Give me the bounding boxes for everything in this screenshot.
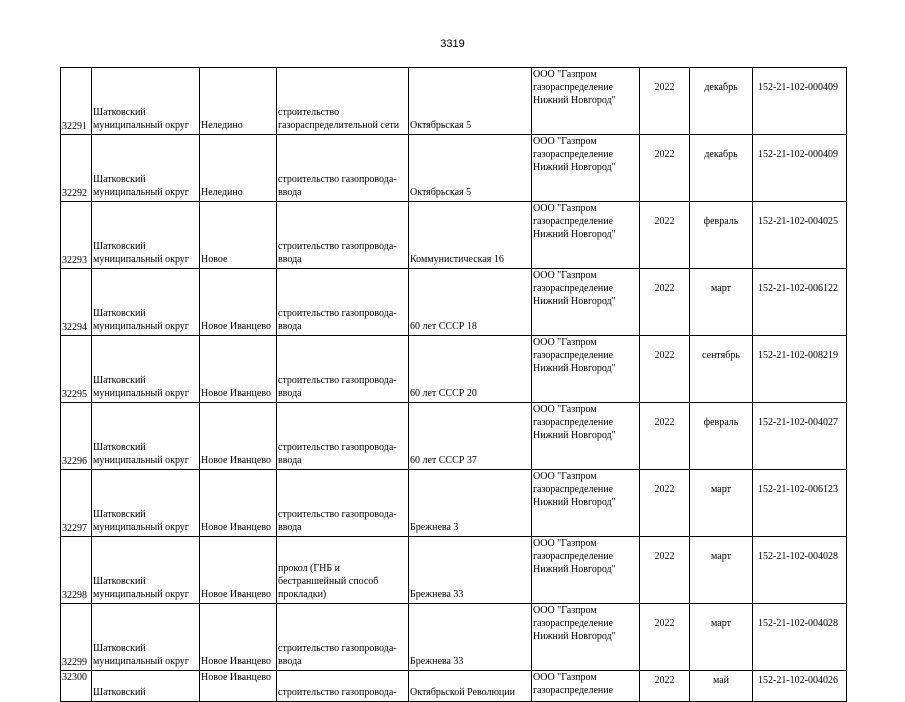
row-number-cell: [61, 336, 92, 403]
address-cell-text: Октябрьская 5: [410, 187, 472, 198]
row-number-cell-text: 32300: [62, 672, 87, 683]
row-number-cell: [61, 470, 92, 537]
registry-rows: [61, 68, 847, 702]
settlement-cell-text: Новое Иванцево: [201, 321, 271, 332]
settlement-cell: [200, 135, 277, 202]
district-line: Шатковский: [93, 107, 146, 118]
settlement-cell: [200, 202, 277, 269]
work-line: ввода: [278, 455, 302, 466]
month-cell: [690, 135, 753, 202]
work-line: строительство газопровода-: [278, 308, 397, 319]
work-type-cell: [277, 202, 409, 269]
settlement-cell-text: Неледино: [201, 187, 243, 198]
district-line: Шатковский: [93, 509, 146, 520]
code-cell: [753, 537, 847, 604]
code-cell-text: 152-21-102-000409: [758, 149, 838, 160]
year-cell: [640, 604, 690, 671]
code-cell-text: 152-21-102-004028: [758, 618, 838, 629]
row-number-cell: [61, 269, 92, 336]
organization-line: Нижний Новгород": [533, 229, 616, 240]
code-cell: [753, 604, 847, 671]
address-cell: [409, 537, 532, 604]
code-cell-text: 152-21-102-004027: [758, 417, 838, 428]
address-cell: [409, 202, 532, 269]
district-line: Шатковский: [93, 308, 146, 319]
work-type-cell: [277, 68, 409, 135]
settlement-cell-text: Новое Иванцево: [201, 388, 271, 399]
organization-line: Нижний Новгород": [533, 95, 616, 106]
month-cell-text: март: [711, 618, 731, 629]
address-cell: [409, 135, 532, 202]
work-line: ввода: [278, 388, 302, 399]
year-cell-text: 2022: [654, 417, 675, 428]
district-cell: [92, 202, 200, 269]
district-cell: [92, 403, 200, 470]
address-cell-text: Октябрьская 5: [410, 120, 472, 131]
work-line: ввода: [278, 321, 302, 332]
month-cell-text: март: [711, 484, 731, 495]
month-cell: [690, 68, 753, 135]
month-cell-text: февраль: [703, 216, 739, 227]
row-number-cell: [61, 135, 92, 202]
work-line: строительство газопровода-: [278, 241, 397, 252]
work-line: прокладки): [278, 589, 327, 600]
address-cell: [409, 68, 532, 135]
row-number-cell-text: 32296: [62, 456, 87, 467]
organization-line: газораспределение: [533, 551, 614, 562]
organization-line: Нижний Новгород": [533, 363, 616, 374]
code-cell: [753, 135, 847, 202]
work-line: строительство газопровода-: [278, 643, 397, 654]
district-line: муниципальный округ: [93, 388, 189, 399]
row-number-cell: [61, 604, 92, 671]
year-cell: [640, 403, 690, 470]
work-line: строительство газопровода-: [278, 442, 397, 453]
page-number: 3319: [440, 38, 465, 50]
address-cell: [409, 336, 532, 403]
organization-line: Нижний Новгород": [533, 497, 616, 508]
organization-line: газораспределение: [533, 216, 614, 227]
table-row: [61, 269, 847, 336]
settlement-cell-text: Неледино: [201, 120, 243, 131]
organization-cell: [532, 403, 640, 470]
row-number-cell: [61, 68, 92, 135]
settlement-cell-text: Новое Иванцево: [201, 455, 271, 466]
settlement-cell-text: Новое: [201, 254, 228, 265]
settlement-cell-text: Новое Иванцево: [201, 589, 271, 600]
year-cell: [640, 537, 690, 604]
year-cell-text: 2022: [654, 551, 675, 562]
code-cell-text: 152-21-102-004025: [758, 216, 838, 227]
month-cell-text: декабрь: [704, 149, 738, 160]
month-cell: [690, 336, 753, 403]
year-cell-text: 2022: [654, 675, 675, 686]
district-cell: [92, 269, 200, 336]
address-cell-text: Брежнева 33: [410, 656, 464, 667]
month-cell: [690, 671, 753, 702]
year-cell: [640, 135, 690, 202]
month-cell: [690, 403, 753, 470]
table-row: [61, 403, 847, 470]
district-cell: [92, 604, 200, 671]
organization-cell: [532, 470, 640, 537]
organization-line: Нижний Новгород": [533, 631, 616, 642]
organization-line: ООО "Газпром: [533, 337, 597, 348]
row-number-cell: [61, 537, 92, 604]
address-cell-text: 60 лет СССР 20: [410, 388, 477, 399]
district-line: Шатковский: [93, 174, 146, 185]
year-cell: [640, 202, 690, 269]
work-type-cell: [277, 269, 409, 336]
month-cell: [690, 202, 753, 269]
organization-line: ООО "Газпром: [533, 471, 597, 482]
organization-line: Нижний Новгород": [533, 564, 616, 575]
year-cell-text: 2022: [654, 82, 675, 93]
work-line: прокол (ГНБ и: [278, 563, 340, 574]
month-cell: [690, 604, 753, 671]
organization-line: ООО "Газпром: [533, 136, 597, 147]
work-type-cell: [277, 537, 409, 604]
address-cell-text: Октябрьской Революции: [410, 687, 515, 698]
code-cell: [753, 671, 847, 702]
row-number-cell: [61, 202, 92, 269]
code-cell: [753, 403, 847, 470]
month-cell-text: март: [711, 551, 731, 562]
work-line: строительство газопровода-: [278, 174, 397, 185]
organization-line: ООО "Газпром: [533, 404, 597, 415]
settlement-cell: [200, 604, 277, 671]
table-row: [61, 604, 847, 671]
organization-line: ООО "Газпром: [533, 672, 597, 683]
table-row: [61, 470, 847, 537]
organization-line: Нижний Новгород": [533, 430, 616, 441]
year-cell-text: 2022: [654, 283, 675, 294]
year-cell: [640, 68, 690, 135]
row-number-cell-text: 32293: [62, 255, 87, 266]
organization-cell: [532, 336, 640, 403]
work-type-cell: [277, 470, 409, 537]
month-cell-text: март: [711, 283, 731, 294]
code-cell-text: 152-21-102-006123: [758, 484, 838, 495]
address-cell: [409, 604, 532, 671]
work-line: строительство газопровода-: [278, 509, 397, 520]
address-cell-text: Коммунистическая 16: [410, 254, 504, 265]
organization-line: газораспределение: [533, 484, 614, 495]
row-number-cell-text: 32299: [62, 657, 87, 668]
settlement-cell-text: Новое Иванцево: [201, 672, 271, 683]
address-cell-text: 60 лет СССР 18: [410, 321, 477, 332]
year-cell: [640, 269, 690, 336]
code-cell: [753, 336, 847, 403]
district-cell: [92, 135, 200, 202]
organization-cell: [532, 671, 640, 702]
work-line: ввода: [278, 522, 302, 533]
address-cell-text: Брежнева 33: [410, 589, 464, 600]
row-number-cell-text: 32295: [62, 389, 87, 400]
table-row: [61, 135, 847, 202]
code-cell-text: 152-21-102-008219: [758, 350, 838, 361]
address-cell: [409, 470, 532, 537]
organization-line: ООО "Газпром: [533, 69, 597, 80]
settlement-cell: [200, 403, 277, 470]
district-line: Шатковский: [93, 241, 146, 252]
year-cell: [640, 671, 690, 702]
district-cell: [92, 470, 200, 537]
row-number-cell-text: 32292: [62, 188, 87, 199]
table-row: [61, 537, 847, 604]
row-number-cell-text: 32294: [62, 322, 87, 333]
organization-line: газораспределение: [533, 283, 614, 294]
month-cell: [690, 537, 753, 604]
district-line: муниципальный округ: [93, 120, 189, 131]
district-cell: [92, 68, 200, 135]
organization-line: Нижний Новгород": [533, 162, 616, 173]
organization-line: ООО "Газпром: [533, 538, 597, 549]
month-cell: [690, 269, 753, 336]
table-row: [61, 202, 847, 269]
work-line: ввода: [278, 656, 302, 667]
month-cell-text: сентябрь: [702, 350, 740, 361]
district-line: Шатковский: [93, 687, 146, 698]
work-line: ввода: [278, 254, 302, 265]
month-cell-text: май: [712, 675, 730, 686]
district-line: муниципальный округ: [93, 455, 189, 466]
address-cell: [409, 671, 532, 702]
row-number-cell: [61, 671, 92, 702]
district-line: муниципальный округ: [93, 589, 189, 600]
settlement-cell: [200, 537, 277, 604]
organization-line: газораспределение: [533, 82, 614, 93]
work-line: ввода: [278, 187, 302, 198]
organization-cell: [532, 202, 640, 269]
code-cell: [753, 269, 847, 336]
work-line: строительство газопровода-: [278, 375, 397, 386]
district-line: муниципальный округ: [93, 522, 189, 533]
organization-line: газораспределение: [533, 417, 614, 428]
address-cell: [409, 403, 532, 470]
year-cell: [640, 336, 690, 403]
settlement-cell: [200, 671, 277, 702]
year-cell-text: 2022: [654, 618, 675, 629]
settlement-cell: [200, 269, 277, 336]
code-cell: [753, 68, 847, 135]
settlement-cell: [200, 68, 277, 135]
code-cell: [753, 470, 847, 537]
month-cell: [690, 470, 753, 537]
year-cell-text: 2022: [654, 350, 675, 361]
code-cell-text: 152-21-102-006122: [758, 283, 838, 294]
code-cell-text: 152-21-102-004028: [758, 551, 838, 562]
row-number-cell: [61, 403, 92, 470]
row-number-cell-text: 32291: [62, 121, 87, 132]
code-cell: [753, 202, 847, 269]
year-cell-text: 2022: [654, 216, 675, 227]
settlement-cell: [200, 470, 277, 537]
year-cell: [640, 470, 690, 537]
organization-line: ООО "Газпром: [533, 203, 597, 214]
district-line: Шатковский: [93, 375, 146, 386]
address-cell: [409, 269, 532, 336]
organization-cell: [532, 537, 640, 604]
organization-line: ООО "Газпром: [533, 270, 597, 281]
organization-cell: [532, 604, 640, 671]
work-type-cell: [277, 671, 409, 702]
organization-cell: [532, 68, 640, 135]
table-row: [61, 336, 847, 403]
district-line: Шатковский: [93, 643, 146, 654]
table-row: [61, 68, 847, 135]
organization-line: Нижний Новгород": [533, 296, 616, 307]
organization-line: газораспределение: [533, 618, 614, 629]
work-type-cell: [277, 135, 409, 202]
row-number-cell-text: 32297: [62, 523, 87, 534]
registry-table: [60, 67, 847, 702]
code-cell-text: 152-21-102-000409: [758, 82, 838, 93]
year-cell-text: 2022: [654, 149, 675, 160]
code-cell-text: 152-21-102-004026: [758, 675, 838, 686]
organization-line: ООО "Газпром: [533, 605, 597, 616]
organization-cell: [532, 269, 640, 336]
district-cell: [92, 537, 200, 604]
month-cell-text: декабрь: [704, 82, 738, 93]
district-line: Шатковский: [93, 576, 146, 587]
work-line: строительство газопровода-: [278, 687, 397, 698]
district-line: муниципальный округ: [93, 254, 189, 265]
settlement-cell-text: Новое Иванцево: [201, 522, 271, 533]
district-line: муниципальный округ: [93, 187, 189, 198]
work-type-cell: [277, 336, 409, 403]
organization-line: газораспределение: [533, 685, 614, 696]
month-cell-text: февраль: [703, 417, 739, 428]
work-type-cell: [277, 604, 409, 671]
organization-line: газораспределение: [533, 149, 614, 160]
table-row: [61, 671, 847, 702]
address-cell-text: 60 лет СССР 37: [410, 455, 477, 466]
district-cell: [92, 336, 200, 403]
settlement-cell-text: Новое Иванцево: [201, 656, 271, 667]
district-line: муниципальный округ: [93, 656, 189, 667]
organization-line: газораспределение: [533, 350, 614, 361]
district-line: муниципальный округ: [93, 321, 189, 332]
year-cell-text: 2022: [654, 484, 675, 495]
work-line: строительство: [278, 107, 340, 118]
row-number-cell-text: 32298: [62, 590, 87, 601]
district-cell: [92, 671, 200, 702]
work-line: газораспределительной сети: [278, 120, 400, 131]
organization-cell: [532, 135, 640, 202]
district-line: Шатковский: [93, 442, 146, 453]
work-line: бестраншейный способ: [278, 576, 379, 587]
address-cell-text: Брежнева 3: [410, 522, 459, 533]
work-type-cell: [277, 403, 409, 470]
settlement-cell: [200, 336, 277, 403]
